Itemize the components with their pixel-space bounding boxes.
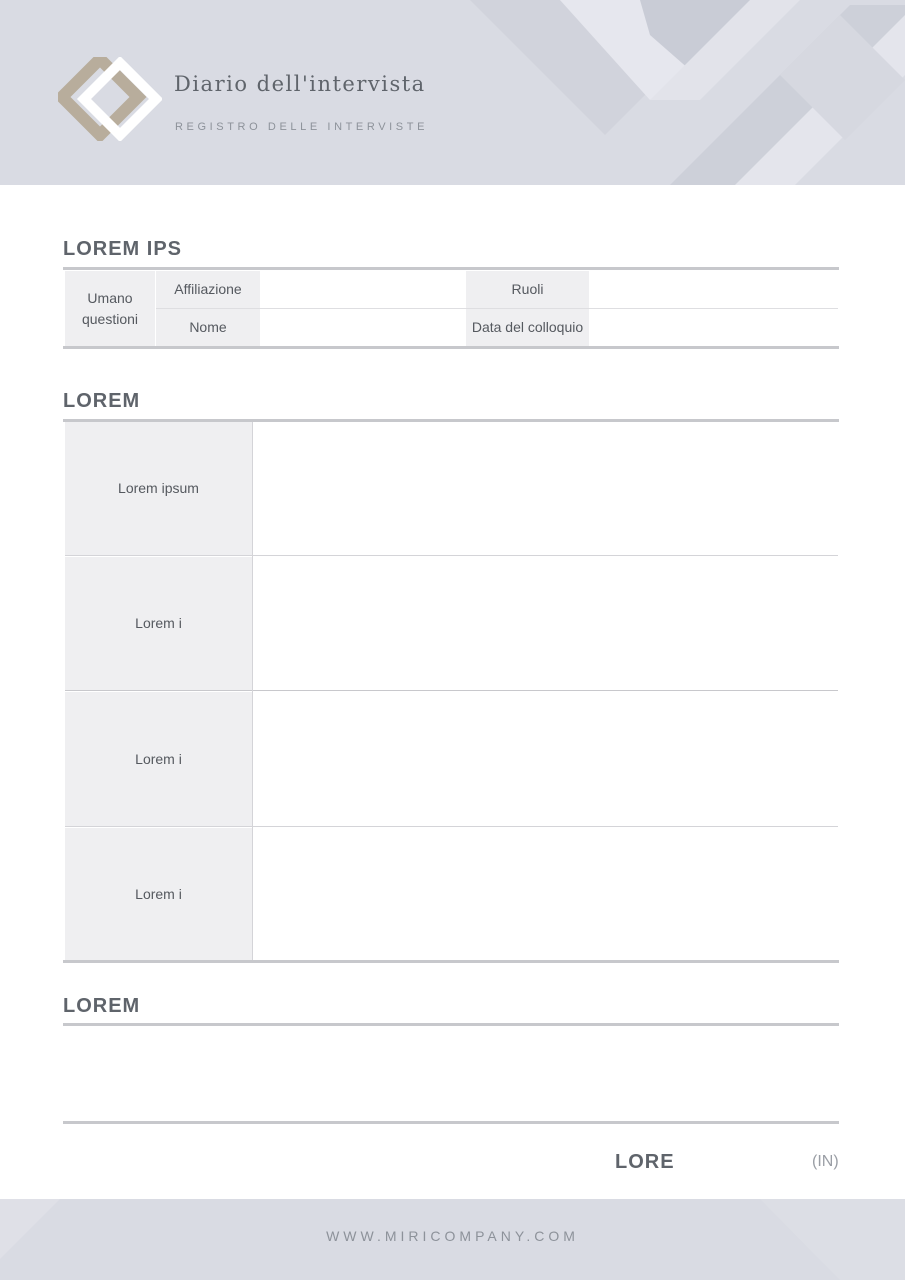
row-field[interactable] [254,557,838,690]
section-rule [63,1023,839,1026]
roles-label: Ruoli [466,271,589,308]
interview-date-field[interactable] [590,309,838,346]
notes-bottom-rule [63,1121,839,1124]
affiliation-label: Affiliazione [156,271,260,308]
column-divider [252,422,253,960]
row-divider [65,690,838,691]
row-divider [65,826,838,827]
row-field[interactable] [254,692,838,826]
table-divider [156,308,838,309]
row-label: Lorem i [65,828,252,960]
section-title: LOREM [63,995,141,1017]
name-label: Nome [156,309,260,346]
page-header [0,0,905,185]
row-field[interactable] [254,828,838,960]
row-label: Lorem i [65,557,252,690]
group-label: Umano questioni [65,271,155,346]
row-field[interactable] [254,422,838,555]
page-footer [0,1199,905,1280]
footer-url: WWW.MIRICOMPANY.COM [326,1228,579,1244]
section-title: LOREM IPS [63,238,183,260]
name-field[interactable] [261,309,465,346]
section-title: LOREM [63,390,141,412]
signature-label: LORE [615,1151,675,1173]
affiliation-field[interactable] [261,271,465,308]
signature-suffix: (IN) [812,1153,839,1170]
section-rule [63,267,839,270]
row-label: Lorem i [65,692,252,826]
roles-field[interactable] [590,271,838,308]
row-label: Lorem ipsum [65,422,252,555]
interview-date-label: Data del colloquio [466,309,589,346]
row-divider [65,555,838,556]
notes-field[interactable] [65,1030,838,1118]
table-bottom-rule [63,960,839,963]
table-bottom-rule [63,346,839,349]
logo-icon [58,57,162,141]
page-subtitle: REGISTRO DELLE INTERVISTE [175,121,429,133]
page-title: Diario dell'intervista [174,72,426,96]
